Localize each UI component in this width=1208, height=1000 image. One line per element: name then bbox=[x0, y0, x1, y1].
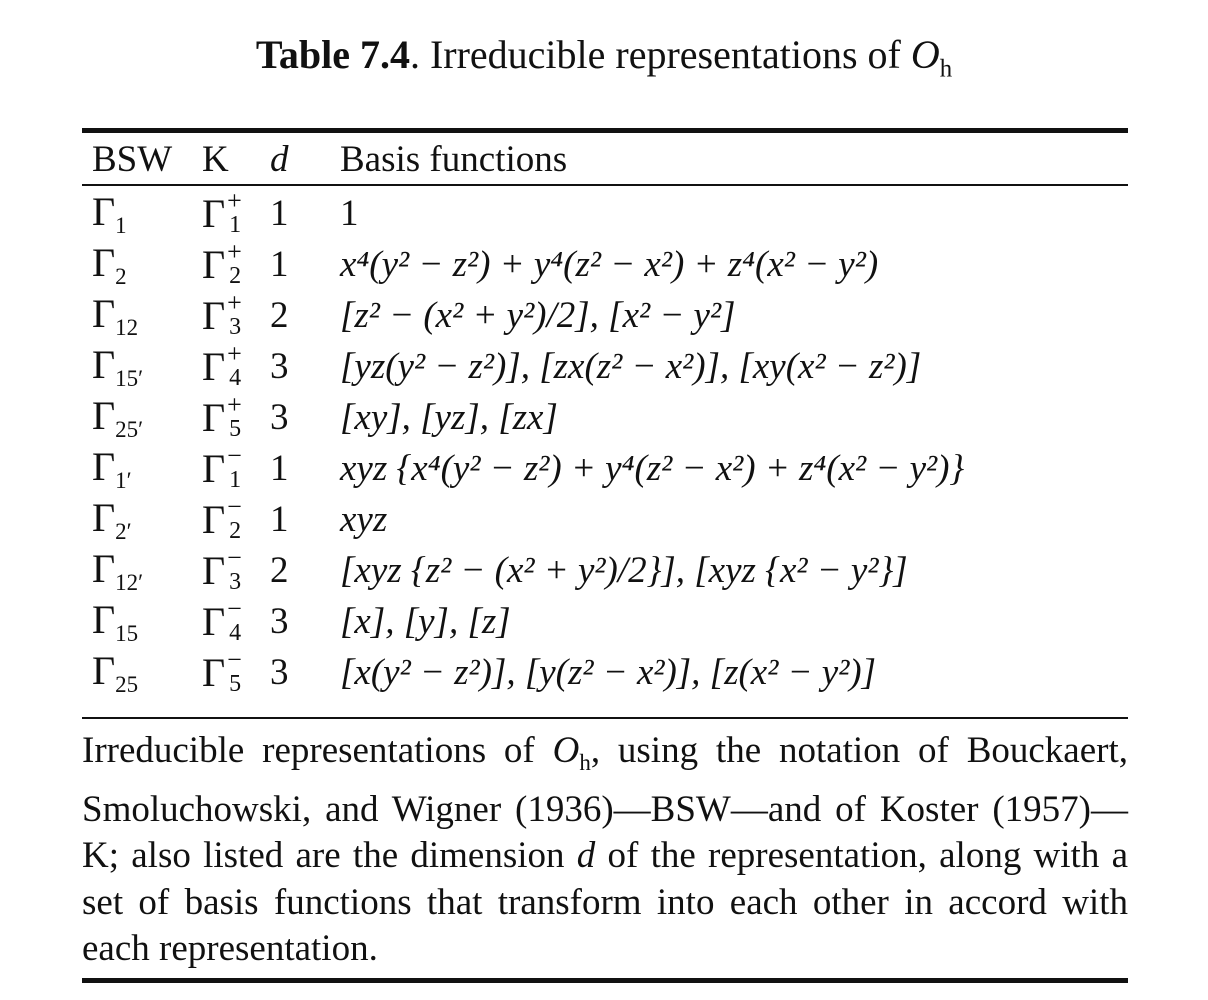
note-group-symbol bbox=[552, 730, 591, 776]
bsw-symbol: $\Gamma_{25}$ bbox=[92, 648, 139, 698]
koster-parity: + bbox=[227, 339, 242, 369]
bsw-subscript: 12 bbox=[115, 315, 139, 341]
header-d: d bbox=[270, 138, 289, 180]
koster-parity: − bbox=[227, 645, 242, 675]
koster-symbol: Γ + 1 bbox=[202, 186, 242, 238]
caption-separator: . bbox=[409, 32, 420, 77]
dimension-cell: 3 bbox=[270, 346, 289, 388]
bsw-subscript: 25 bbox=[115, 672, 139, 698]
koster-index: 4 bbox=[229, 365, 242, 392]
bsw-subscript: 1′ bbox=[115, 468, 132, 494]
table-row bbox=[82, 545, 1128, 596]
basis-functions-cell: [z² − (x² + y²)/2], [x² − y²] bbox=[340, 295, 736, 337]
bsw-symbol: $\Gamma_{12'}$ bbox=[92, 546, 144, 596]
dimension-cell: 3 bbox=[270, 601, 289, 643]
note-text-3: of the representation, along with a set of basis functions that transform into each other in accord with each representation. bbox=[82, 835, 1129, 970]
basis-functions-cell: [xyz {z² − (x² + y²)/2}], [xyz {x² − y²}] bbox=[340, 550, 908, 592]
table-row bbox=[82, 290, 1128, 341]
koster-parity: − bbox=[227, 594, 242, 624]
table-bottom-rule bbox=[82, 717, 1128, 719]
bsw-symbol: $\Gamma_{15}$ bbox=[92, 597, 139, 647]
koster-symbol: Γ + 3 bbox=[202, 288, 242, 341]
dimension-cell: 1 bbox=[270, 244, 289, 286]
table-row bbox=[82, 443, 1128, 494]
koster-symbol: Γ + 4 bbox=[202, 339, 242, 392]
bsw-subscript: 2′ bbox=[115, 519, 132, 545]
koster-index: 5 bbox=[229, 671, 242, 698]
koster-symbol: Γ − 2 bbox=[202, 492, 242, 545]
note-group-base: O bbox=[552, 730, 580, 771]
note-text-2: , using the notation of Bouckaert, Smoluchowski, and Wigner (1936)—BSW—and of Koster (1957)—K; also listed are the dimension bbox=[82, 730, 1129, 877]
table-caption bbox=[0, 30, 1208, 95]
bsw-symbol: $\Gamma_1$ bbox=[92, 189, 127, 239]
koster-symbol: Γ − 5 bbox=[202, 645, 242, 698]
caption-label: Table 7.4 bbox=[255, 32, 410, 77]
bsw-symbol: $\Gamma_{15'}$ bbox=[92, 342, 144, 392]
bsw-symbol: $\Gamma_{12}$ bbox=[92, 291, 139, 341]
koster-index: 4 bbox=[229, 620, 242, 647]
koster-index: 1 bbox=[229, 212, 242, 238]
table-header-row bbox=[82, 134, 1128, 184]
bsw-subscript: 15′ bbox=[115, 366, 144, 392]
koster-index: 1 bbox=[229, 467, 242, 494]
bsw-subscript: 15 bbox=[115, 621, 139, 647]
koster-index: 2 bbox=[229, 263, 242, 290]
table-row bbox=[82, 596, 1128, 647]
bsw-symbol: $\Gamma_2$ bbox=[92, 240, 127, 290]
note-text-1: Irreducible representations of bbox=[82, 730, 535, 771]
table-row bbox=[82, 647, 1128, 698]
bsw-subscript: 2 bbox=[115, 264, 127, 290]
table-row bbox=[82, 392, 1128, 443]
caption-group-symbol bbox=[910, 32, 953, 83]
koster-parity: − bbox=[227, 492, 242, 522]
basis-functions-cell: [x], [y], [z] bbox=[340, 601, 511, 643]
koster-symbol: Γ − 1 bbox=[202, 441, 242, 494]
table-top-rule bbox=[82, 128, 1128, 133]
dimension-cell: 1 bbox=[270, 448, 289, 490]
note-dimension-symbol: d bbox=[576, 835, 596, 877]
table-row bbox=[82, 341, 1128, 392]
bsw-symbol: $\Gamma_{25'}$ bbox=[92, 393, 144, 443]
basis-functions-cell: [yz(y² − z²)], [zx(z² − x²)], [xy(x² − z²)] bbox=[340, 346, 922, 388]
header-k: K bbox=[202, 138, 229, 180]
koster-parity: + bbox=[227, 237, 242, 267]
bsw-subscript: 25′ bbox=[115, 417, 144, 443]
koster-symbol: Γ − 4 bbox=[202, 594, 242, 647]
table-row bbox=[82, 239, 1128, 290]
header-bsw: BSW bbox=[92, 138, 173, 180]
bsw-symbol: $\Gamma_{2'}$ bbox=[92, 495, 132, 545]
basis-functions-cell: [xy], [yz], [zx] bbox=[340, 397, 558, 439]
basis-functions-cell: x⁴(y² − z²) + y⁴(z² − x²) + z⁴(x² − y²) bbox=[340, 244, 879, 286]
koster-symbol: Γ + 2 bbox=[202, 237, 242, 290]
dimension-cell: 3 bbox=[270, 652, 289, 694]
koster-symbol: Γ + 5 bbox=[202, 390, 242, 443]
bsw-subscript: 1 bbox=[115, 213, 127, 239]
koster-index: 2 bbox=[229, 518, 242, 545]
caption-group-base: O bbox=[910, 32, 940, 77]
koster-parity: + bbox=[227, 288, 242, 318]
dimension-cell: 1 bbox=[270, 193, 289, 234]
caption-group-sub: h bbox=[939, 55, 953, 83]
koster-parity: − bbox=[227, 441, 242, 471]
header-basis: Basis functions bbox=[340, 138, 568, 180]
bsw-subscript: 12′ bbox=[115, 570, 144, 596]
table-note bbox=[82, 728, 1128, 973]
koster-parity: + bbox=[227, 186, 242, 215]
koster-index: 3 bbox=[229, 569, 242, 596]
koster-index: 5 bbox=[229, 416, 242, 443]
bsw-symbol: $\Gamma_{1'}$ bbox=[92, 444, 132, 494]
basis-functions-cell: [x(y² − z²)], [y(z² − x²)], [z(x² − y²)] bbox=[340, 652, 877, 694]
koster-parity: + bbox=[227, 390, 242, 420]
dimension-cell: 2 bbox=[270, 550, 289, 592]
dimension-cell: 1 bbox=[270, 499, 289, 541]
koster-symbol: Γ − 3 bbox=[202, 543, 242, 596]
table-row bbox=[82, 184, 1128, 239]
representations-table bbox=[82, 134, 1128, 698]
basis-functions-cell: xyz {x⁴(y² − z²) + y⁴(z² − x²) + z⁴(x² − y²)} bbox=[340, 448, 965, 490]
note-end-rule bbox=[82, 978, 1128, 983]
table-row bbox=[82, 494, 1128, 545]
dimension-cell: 2 bbox=[270, 295, 289, 337]
basis-functions-cell: 1 bbox=[340, 193, 359, 234]
note-group-sub: h bbox=[579, 750, 591, 776]
basis-functions-cell: xyz bbox=[340, 499, 388, 541]
koster-parity: − bbox=[227, 543, 242, 573]
dimension-cell: 3 bbox=[270, 397, 289, 439]
caption-text: Irreducible representations of bbox=[429, 32, 901, 77]
koster-index: 3 bbox=[229, 314, 242, 341]
